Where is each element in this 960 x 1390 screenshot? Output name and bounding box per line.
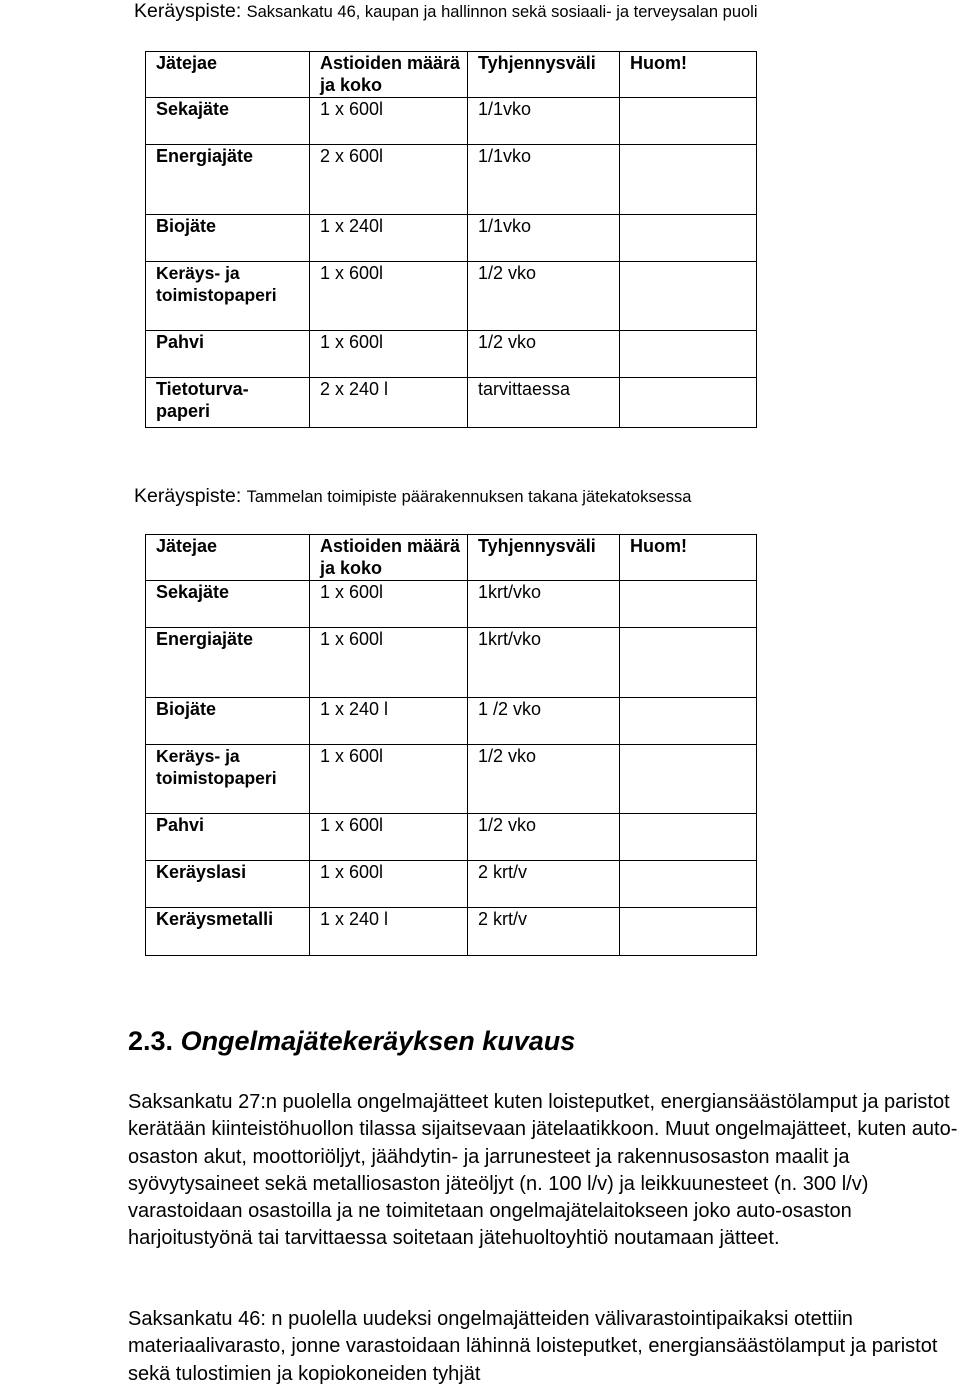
table-cell [620,331,757,378]
table-cell: 1 x 600l [310,745,468,814]
header-cell: Tyhjennysväli [468,535,620,581]
table-cell: 1/2 vko [468,331,620,378]
table-cell: 1 x 600l [310,814,468,861]
table-row [146,814,757,861]
table-cell: 1/1vko [468,98,620,145]
table-cell: 1 x 240 l [310,698,468,745]
header-cell: Astioiden määrä ja koko [310,52,468,98]
site1-table [145,51,757,428]
table-row [146,331,757,378]
table-cell: Energiajäte [146,628,310,698]
table-cell [620,215,757,262]
site2-heading [134,485,691,508]
table-cell: 1/1vko [468,215,620,262]
table-cell: 2 krt/v [468,908,620,956]
table-cell: Tietoturva-paperi [146,378,310,428]
table-cell: 1 x 600l [310,861,468,908]
table-cell [620,145,757,215]
table-cell: Biojäte [146,698,310,745]
table-cell: 2 krt/v [468,861,620,908]
table-cell: Biojäte [146,215,310,262]
table-header-row [146,52,757,98]
site1-label: Keräyspiste: [134,0,242,22]
header-cell: Jätejae [146,52,310,98]
table-cell: 1krt/vko [468,581,620,628]
table-cell: 2 x 600l [310,145,468,215]
table-row [146,908,757,956]
header-cell: Huom! [620,52,757,98]
table-row [146,98,757,145]
table-cell [620,378,757,428]
site2-address: Tammelan toimipiste päärakennuksen takana jätekatoksessa [246,488,692,506]
site2-label: Keräyspiste: [134,485,242,507]
table-cell [620,628,757,698]
table-cell: Pahvi [146,814,310,861]
table-cell: 1 x 600l [310,628,468,698]
paragraph: Saksankatu 27:n puolella ongelmajätteet kuten loisteputket, energiansäästölamput ja paristot kerätään kiinteistöhuollon tilassa sijaitsevaan jätelaatikkoon. Muut ongelmajätteet, kuten auto-osaston akut, moottoriöljyt, jäähdytin- ja jarrunesteet ja rakennusosaston maalit ja syövytysaineet sekä metalliosaston jäteöljyt (n. 100 l/v) ja leikkuunesteet (n. 300 l/v) varastoidaan osastoilla ja ne toimitetaan ongelmajätelaitokseen joko auto-osaston harjoitustyönä tai tarvittaessa soitetaan jätehuoltoyhtiö noutamaan jätteet. [128,1091,958,1250]
header-cell: Tyhjennysväli [468,52,620,98]
table-cell: 1/2 vko [468,814,620,861]
table-cell: Pahvi [146,331,310,378]
site1-heading [134,0,758,23]
table-cell: 1 x 600l [310,331,468,378]
table-cell [620,98,757,145]
section-heading [128,1026,575,1057]
header-cell: Astioiden määrä ja koko [310,535,468,581]
table-row [146,262,757,331]
table-cell: Keräys- ja toimistopaperi [146,262,310,331]
site2-table [145,534,757,956]
table-row [146,378,757,428]
table-cell [620,861,757,908]
table-cell: 1 x 600l [310,262,468,331]
table-cell: 1 /2 vko [468,698,620,745]
table-cell [620,745,757,814]
table-cell: Keräyslasi [146,861,310,908]
table-cell: 2 x 240 l [310,378,468,428]
table-cell: tarvittaessa [468,378,620,428]
table-cell: Sekajäte [146,98,310,145]
table-cell: 1 x 240l [310,215,468,262]
table-cell [620,581,757,628]
table-cell: 1krt/vko [468,628,620,698]
table-row [146,581,757,628]
table-cell: Keräys- ja toimistopaperi [146,745,310,814]
table-header-row [146,535,757,581]
table-cell: Energiajäte [146,145,310,215]
table-cell [620,814,757,861]
table-cell: 1/2 vko [468,262,620,331]
site1-address: Saksankatu 46, kaupan ja hallinnon sekä sosiaali- ja terveysalan puoli [246,3,758,21]
header-cell: Huom! [620,535,757,581]
table-cell: 1/1vko [468,145,620,215]
table-cell: 1 x 240 l [310,908,468,956]
table-row [146,628,757,698]
table-cell: 1/2 vko [468,745,620,814]
table-cell: Sekajäte [146,581,310,628]
table-cell [620,262,757,331]
header-cell: Jätejae [146,535,310,581]
paragraph: Saksankatu 46: n puolella uudeksi ongelmajätteiden välivarastointipaikaksi otettiin materiaalivarasto, jonne varastoidaan lähinnä loisteputket, energiansäästölamput ja paristot sekä tulostimien ja kopiokoneiden tyhjät [128,1308,938,1385]
table-row [146,145,757,215]
table-cell: 1 x 600l [310,581,468,628]
table-cell [620,698,757,745]
section-number: 2.3. [128,1026,174,1056]
table-cell: 1 x 600l [310,98,468,145]
table-cell [620,908,757,956]
table-row [146,861,757,908]
table-row [146,698,757,745]
table-row [146,745,757,814]
table-cell: Keräysmetalli [146,908,310,956]
table-row [146,215,757,262]
section-title: Ongelmajätekeräyksen kuvaus [180,1026,576,1056]
